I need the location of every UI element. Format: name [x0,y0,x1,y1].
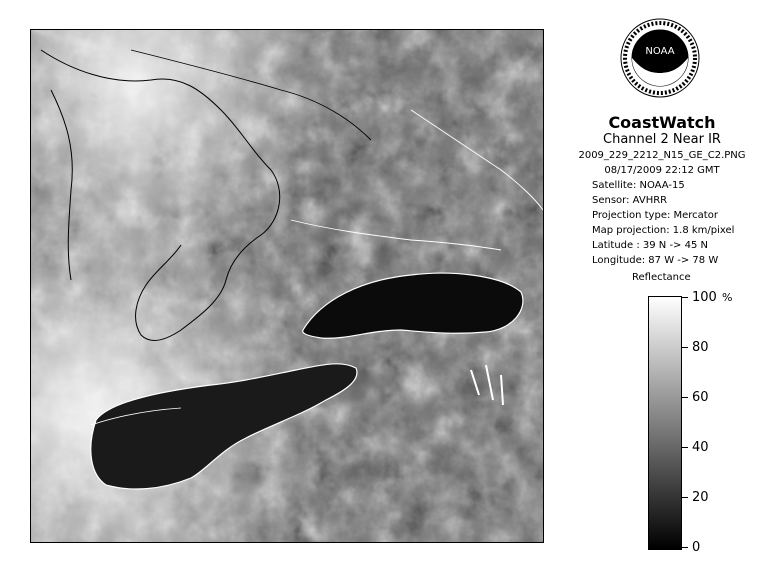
tick-label-80: 80 [692,340,709,355]
app-title: CoastWatch [608,113,716,132]
latitude-range: Latitude : 39 N -> 45 N [592,240,708,251]
near-ir-imagery [31,30,543,542]
tick-mark [682,497,688,498]
tick-label-100: 100 [692,290,717,305]
noaa-logo [619,17,701,107]
tick-mark [682,447,688,448]
longitude-range: Longitude: 87 W -> 78 W [592,255,719,266]
scale-label: Reflectance [632,272,691,283]
tick-label-20: 20 [692,490,709,505]
tick-label-40: 40 [692,440,709,455]
noaa-seal-icon [619,17,701,107]
datetime: 08/17/2009 22:12 GMT [604,165,720,176]
tick-label-60: 60 [692,390,709,405]
tick-mark [682,547,688,548]
sensor: Sensor: AVHRR [592,195,668,206]
scale-unit: % [722,291,733,304]
satellite-image-map [30,29,544,543]
reflectance-colorbar [648,296,682,550]
tick-mark [682,297,688,298]
map-projection: Map projection: 1.8 km/pixel [592,225,735,236]
projection-type: Projection type: Mercator [592,210,718,221]
channel-title: Channel 2 Near IR [603,132,721,147]
tick-mark [682,347,688,348]
image-metadata [556,114,768,268]
tick-mark [682,397,688,398]
tick-label-0: 0 [692,540,701,555]
satellite: Satellite: NOAA-15 [592,180,685,191]
filename: 2009_229_2212_N15_GE_C2.PNG [578,150,746,161]
logo-text: NOAA [645,46,675,57]
